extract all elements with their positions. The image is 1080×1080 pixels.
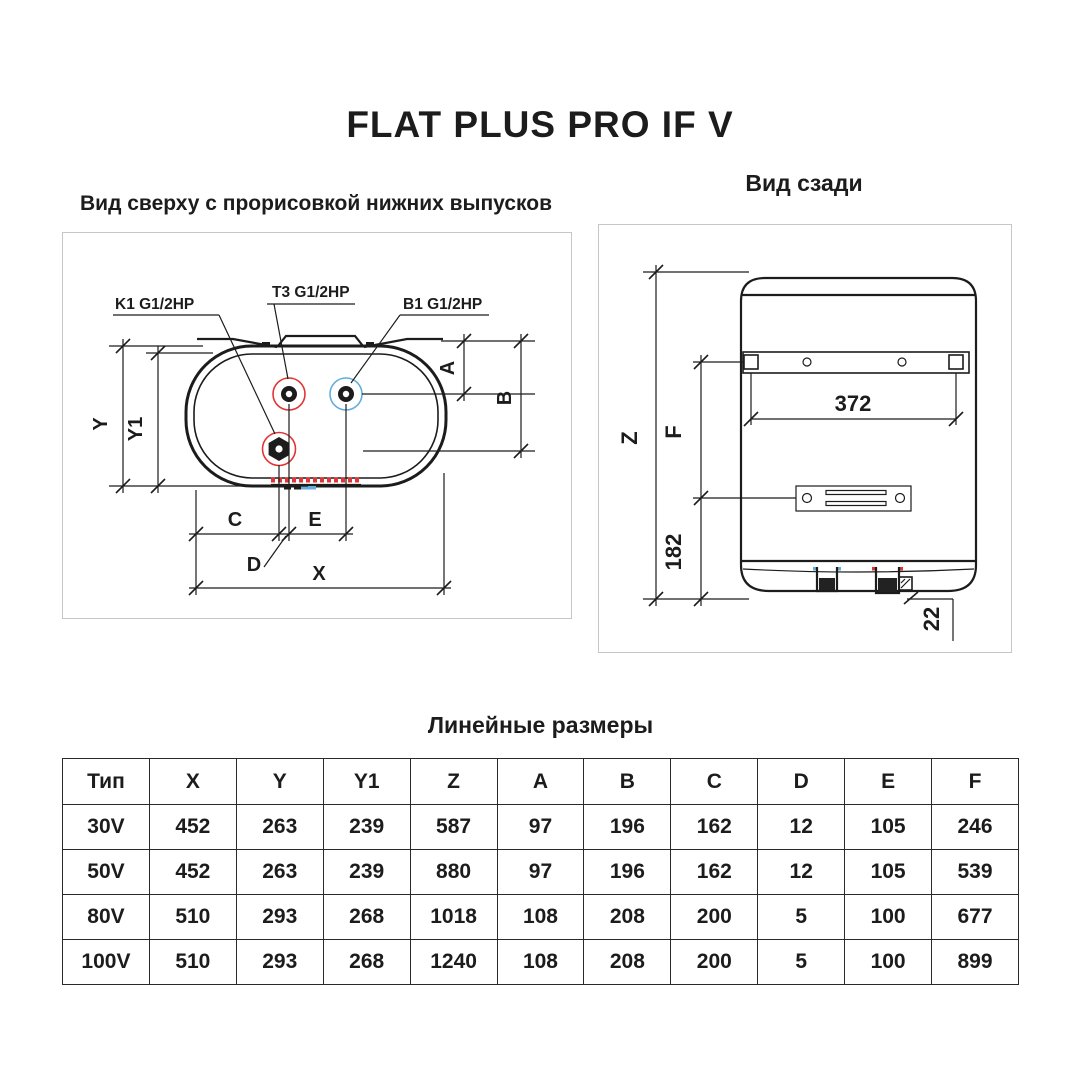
svg-text:Z: Z — [617, 431, 642, 445]
wing-right — [364, 339, 443, 347]
table-cell: 105 — [845, 850, 932, 895]
bottom-flange-strip — [271, 480, 361, 490]
dimensions-table — [62, 758, 1019, 985]
table-cell: 293 — [236, 940, 323, 985]
k1-port — [263, 433, 296, 466]
table-cell: 108 — [497, 895, 584, 940]
table-cell: 196 — [584, 805, 671, 850]
table-cell: 1240 — [410, 940, 497, 985]
table-cell: 677 — [932, 895, 1019, 940]
column-header: C — [671, 759, 758, 805]
column-header: X — [149, 759, 236, 805]
svg-text:A: A — [437, 360, 459, 376]
table-cell: 97 — [497, 850, 584, 895]
rear-view-panel — [598, 224, 1012, 653]
dim-cex — [189, 404, 451, 595]
svg-text:B: B — [494, 390, 516, 406]
svg-text:X: X — [312, 563, 326, 585]
table-cell: 539 — [932, 850, 1019, 895]
heater-body — [741, 278, 976, 591]
table-cell: 239 — [323, 805, 410, 850]
table-cell: 162 — [671, 805, 758, 850]
table-cell: 100 — [845, 895, 932, 940]
table-cell: 105 — [845, 805, 932, 850]
table-cell: 208 — [584, 895, 671, 940]
b1-label: B1 G1/2HP — [403, 296, 483, 313]
dim-y — [90, 339, 308, 493]
svg-text:E: E — [308, 509, 322, 531]
column-header: B — [584, 759, 671, 805]
table-cell: 196 — [584, 850, 671, 895]
top-view-drawing — [63, 233, 571, 618]
table-cell: 263 — [236, 805, 323, 850]
column-header: Тип — [63, 759, 150, 805]
svg-text:372: 372 — [834, 391, 872, 416]
table-cell: 246 — [932, 805, 1019, 850]
table-cell: 12 — [758, 805, 845, 850]
cold-pipe — [813, 567, 841, 591]
column-header: Y — [236, 759, 323, 805]
table-cell: 97 — [497, 805, 584, 850]
table-caption: Линейные размеры — [427, 712, 654, 738]
svg-text:D: D — [246, 554, 262, 576]
svg-text:C: C — [227, 509, 243, 531]
k1-label: K1 G1/2HP — [115, 296, 195, 313]
rear-view-caption: Вид сзади — [745, 170, 863, 196]
svg-text:Y1: Y1 — [125, 416, 147, 442]
top-view-caption: Вид сверху с прорисовкой нижних выпусков — [80, 192, 552, 215]
column-header: D — [758, 759, 845, 805]
table-cell: 5 — [758, 940, 845, 985]
table-cell: 899 — [932, 940, 1019, 985]
table-cell: 293 — [236, 895, 323, 940]
table-cell: 587 — [410, 805, 497, 850]
table-row — [63, 940, 1019, 985]
table-cell: 200 — [671, 940, 758, 985]
top-view-panel — [62, 232, 572, 619]
table-cell: 100 — [845, 940, 932, 985]
table-cell: 12 — [758, 850, 845, 895]
svg-text:22: 22 — [919, 606, 944, 632]
column-header: Y1 — [323, 759, 410, 805]
table-cell: 5 — [758, 895, 845, 940]
column-header: Z — [410, 759, 497, 805]
table-cell: 263 — [236, 850, 323, 895]
dim-372 — [744, 373, 963, 426]
table-cell: 208 — [584, 940, 671, 985]
table-cell: 880 — [410, 850, 497, 895]
column-header: A — [497, 759, 584, 805]
table-cell: 200 — [671, 895, 758, 940]
table-cell: 50V — [63, 850, 150, 895]
table-cell: 80V — [63, 895, 150, 940]
table-cell: 268 — [323, 895, 410, 940]
column-header: E — [845, 759, 932, 805]
page-title: FLAT PLUS PRO IF V — [346, 104, 734, 145]
table-row — [63, 805, 1019, 850]
table-cell: 108 — [497, 940, 584, 985]
table-cell: 452 — [149, 850, 236, 895]
table-cell: 452 — [149, 805, 236, 850]
table-cell: 268 — [323, 940, 410, 985]
dim-22 — [904, 592, 953, 641]
upper-bracket — [743, 352, 969, 373]
rear-view-drawing — [599, 225, 1011, 652]
tank-top-outline — [186, 336, 446, 486]
table-row — [63, 895, 1019, 940]
svg-text:182: 182 — [661, 533, 686, 571]
t3-label: T3 G1/2HP — [272, 284, 350, 301]
table-cell: 510 — [149, 895, 236, 940]
table-cell: 162 — [671, 850, 758, 895]
table-cell: 1018 — [410, 895, 497, 940]
port-leaders — [113, 284, 489, 434]
lower-bracket — [796, 486, 911, 511]
svg-text:F: F — [661, 425, 686, 439]
column-header: F — [932, 759, 1019, 805]
dim-y1 — [125, 346, 213, 493]
table-cell: 510 — [149, 940, 236, 985]
table-cell: 30V — [63, 805, 150, 850]
table-row — [63, 850, 1019, 895]
dim-b — [363, 334, 535, 458]
table-cell: 239 — [323, 850, 410, 895]
svg-text:Y: Y — [90, 417, 112, 431]
table-cell: 100V — [63, 940, 150, 985]
